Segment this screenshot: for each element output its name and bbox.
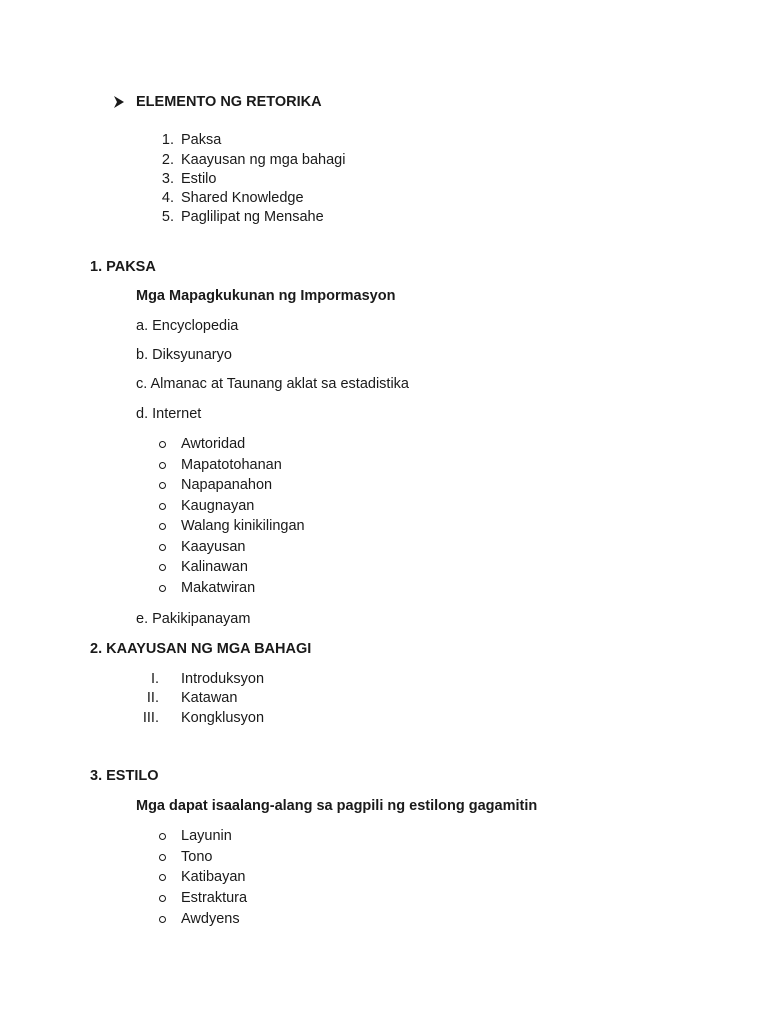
circle-bullet-icon	[159, 564, 166, 571]
estilo-subheading: Mga dapat isaalang-alang sa pagpili ng estilong gagamitin	[136, 798, 538, 814]
source-item: b. Diksyunaryo	[136, 347, 232, 363]
list-item: Mapatotohanan	[181, 457, 282, 473]
list-number: III.	[142, 710, 159, 726]
circle-bullet-icon	[159, 916, 166, 923]
source-item: a. Encyclopedia	[136, 318, 239, 334]
source-item: d. Internet	[136, 406, 202, 422]
list-item: Katawan	[181, 690, 238, 706]
list-number: I.	[150, 671, 159, 687]
circle-bullet-icon	[159, 523, 166, 530]
circle-bullet-icon	[159, 854, 166, 861]
list-item: Kaugnayan	[181, 498, 255, 514]
paksa-subheading: Mga Mapagkukunan ng Impormasyon	[136, 288, 396, 304]
main-heading: ELEMENTO NG RETORIKA	[136, 94, 322, 110]
list-number: 1.	[161, 132, 174, 148]
circle-bullet-icon	[159, 874, 166, 881]
list-number: II.	[146, 690, 159, 706]
list-number: 4.	[161, 190, 174, 206]
circle-bullet-icon	[159, 833, 166, 840]
circle-bullet-icon	[159, 895, 166, 902]
list-number: 5.	[161, 209, 174, 225]
list-item: Paglilipat ng Mensahe	[181, 209, 324, 225]
list-item: Awdyens	[181, 911, 240, 927]
section-heading-paksa: 1. PAKSA	[90, 259, 156, 275]
section-heading-kaayusan: 2. KAAYUSAN NG MGA BAHAGI	[90, 641, 312, 657]
list-item: Kaayusan	[181, 539, 246, 555]
list-item: Kongklusyon	[181, 710, 265, 726]
list-item: Layunin	[181, 828, 232, 844]
list-item: Shared Knowledge	[181, 190, 304, 206]
list-item: Tono	[181, 849, 213, 865]
list-number: 3.	[161, 171, 174, 187]
circle-bullet-icon	[159, 503, 166, 510]
list-item: Estilo	[181, 171, 217, 187]
circle-bullet-icon	[159, 462, 166, 469]
circle-bullet-icon	[159, 544, 166, 551]
list-item: Katibayan	[181, 869, 246, 885]
circle-bullet-icon	[159, 585, 166, 592]
circle-bullet-icon	[159, 441, 166, 448]
list-item: Napapanahon	[181, 477, 273, 493]
circle-bullet-icon	[159, 482, 166, 489]
list-item: Makatwiran	[181, 580, 256, 596]
source-item: e. Pakikipanayam	[136, 611, 251, 627]
section-heading-estilo: 3. ESTILO	[90, 768, 159, 784]
list-number: 2.	[161, 152, 174, 168]
arrowhead-bullet-icon	[112, 95, 126, 109]
list-item: Awtoridad	[181, 436, 246, 452]
list-item: Kalinawan	[181, 559, 248, 575]
source-item: c. Almanac at Taunang aklat sa estadistika	[136, 376, 409, 392]
list-item: Walang kinikilingan	[181, 518, 305, 534]
list-item: Introduksyon	[181, 671, 265, 687]
list-item: Estraktura	[181, 890, 248, 906]
list-item: Paksa	[181, 132, 222, 148]
list-item: Kaayusan ng mga bahagi	[181, 152, 346, 168]
